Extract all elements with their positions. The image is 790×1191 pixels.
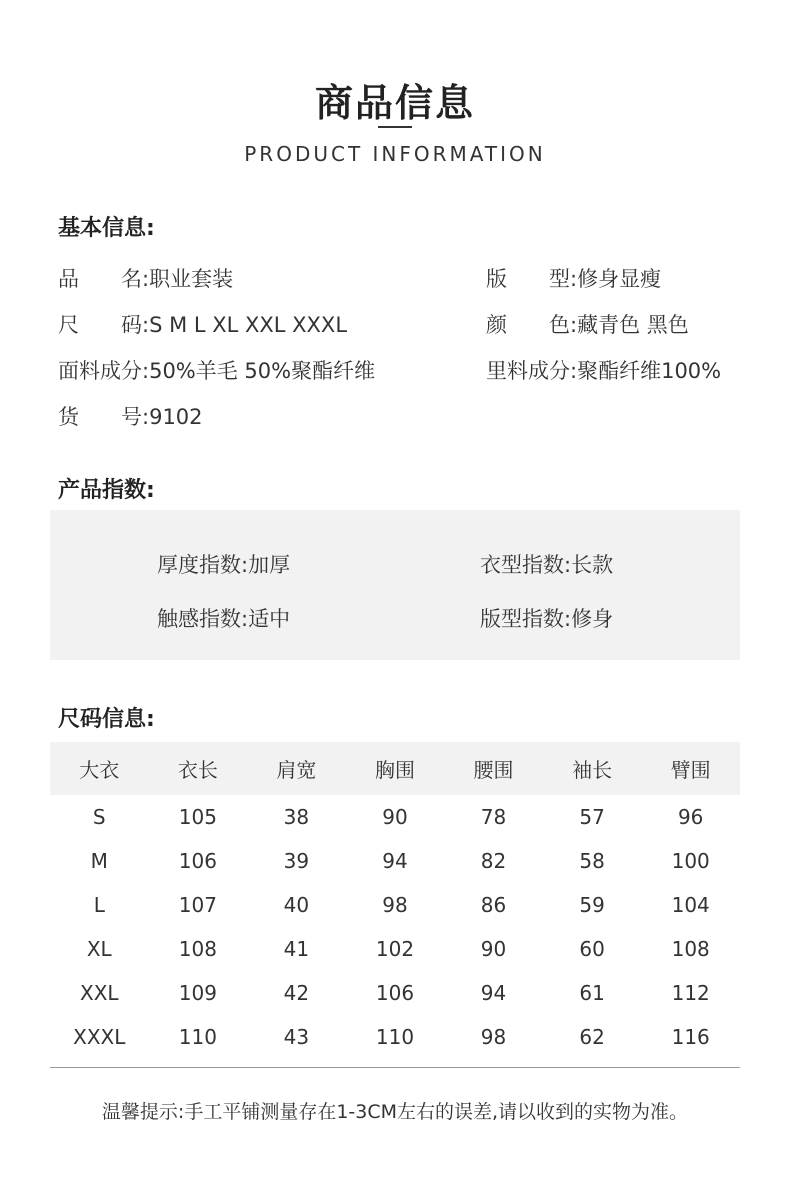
info-value: 50%羊毛 50%聚酯纤维: [149, 359, 376, 383]
basic-info-heading: 基本信息:: [58, 216, 155, 241]
table-cell: 105: [178, 805, 217, 829]
info-value: 聚酯纤维100%: [577, 359, 722, 383]
index-label: 厚度指数:: [157, 553, 249, 577]
page-title: 商品信息: [314, 81, 475, 125]
table-cell: 82: [480, 849, 507, 873]
table-row: [50, 971, 740, 1015]
title-underline: [378, 126, 412, 128]
table-cell: 98: [480, 1025, 507, 1049]
table-cell: 107: [178, 893, 217, 917]
table-cell: 109: [178, 981, 217, 1005]
table-cell: 106: [178, 849, 217, 873]
table-cell: 86: [480, 893, 507, 917]
table-cell: 43: [283, 1025, 310, 1049]
index-value: 加厚: [248, 553, 291, 577]
column-header: 臂围: [641, 742, 740, 795]
product-index-panel: [50, 510, 740, 660]
table-cell: L: [93, 893, 105, 917]
table-cell: XL: [86, 937, 112, 961]
index-item-touch: [157, 603, 290, 633]
index-item-thickness: [157, 549, 290, 579]
table-cell: XXL: [80, 981, 119, 1005]
table-cell: 94: [480, 981, 507, 1005]
measurement-note: 温馨提示:手工平铺测量存在1-3CM左右的误差,请以收到的实物为准。: [101, 1101, 689, 1123]
table-cell: 42: [283, 981, 310, 1005]
column-header: 腰围: [444, 742, 543, 795]
column-header: 胸围: [346, 742, 445, 795]
info-label: 版 型:: [486, 267, 578, 291]
table-cell: 62: [579, 1025, 605, 1049]
index-value: 长款: [571, 553, 614, 577]
page-subtitle: PRODUCT INFORMATION: [244, 142, 546, 166]
table-cell: 102: [375, 937, 415, 961]
info-item-fit: [486, 263, 661, 293]
index-label: 版型指数:: [480, 607, 572, 631]
info-item-name: [58, 263, 233, 293]
info-label: 颜 色:: [486, 313, 578, 337]
info-item-article-no: [58, 401, 203, 431]
size-table-header-row: [50, 742, 740, 795]
info-value: 职业套装: [149, 267, 234, 291]
size-info-heading: 尺码信息:: [58, 707, 155, 732]
table-cell: 104: [671, 893, 710, 917]
info-item-color: [486, 309, 689, 339]
table-cell: 90: [382, 805, 408, 829]
info-label: 里料成分:: [486, 359, 578, 383]
column-header: 袖长: [543, 742, 642, 795]
table-cell: 106: [375, 981, 415, 1005]
table-row: [50, 795, 740, 839]
index-label: 触感指数:: [157, 607, 249, 631]
table-cell: 116: [671, 1025, 710, 1049]
info-item-size: [58, 309, 347, 339]
table-cell: XXXL: [73, 1025, 126, 1049]
index-item-fit: [480, 603, 613, 633]
column-header: 衣长: [149, 742, 248, 795]
table-cell: 110: [375, 1025, 415, 1049]
table-cell: 100: [671, 849, 710, 873]
footer-divider: [50, 1067, 740, 1068]
table-cell: 59: [579, 893, 605, 917]
info-value: 9102: [149, 405, 203, 429]
table-cell: 98: [382, 893, 408, 917]
table-cell: 39: [283, 849, 310, 873]
index-value: 适中: [248, 607, 291, 631]
column-header: 肩宽: [247, 742, 346, 795]
info-label: 货 号:: [58, 405, 150, 429]
info-label: 面料成分:: [58, 359, 150, 383]
table-cell: S: [92, 805, 106, 829]
table-cell: 112: [671, 981, 710, 1005]
table-row: [50, 839, 740, 883]
table-row: [50, 927, 740, 971]
table-cell: 40: [283, 893, 310, 917]
index-value: 修身: [571, 607, 614, 631]
table-cell: M: [90, 849, 108, 873]
info-value: 藏青色 黑色: [577, 313, 689, 337]
info-value: 修身显瘦: [577, 267, 662, 291]
table-cell: 38: [283, 805, 310, 829]
table-row: [50, 883, 740, 927]
info-label: 尺 码:: [58, 313, 150, 337]
table-cell: 78: [480, 805, 507, 829]
info-item-lining: [486, 355, 721, 385]
table-cell: 90: [480, 937, 507, 961]
size-table: [50, 742, 740, 1059]
table-row: [50, 1015, 740, 1059]
info-item-fabric: [58, 355, 375, 385]
index-label: 衣型指数:: [480, 553, 572, 577]
table-cell: 110: [178, 1025, 217, 1049]
column-header: 大衣: [50, 742, 149, 795]
table-cell: 41: [283, 937, 310, 961]
table-cell: 58: [579, 849, 605, 873]
table-cell: 61: [579, 981, 605, 1005]
table-cell: 96: [677, 805, 704, 829]
table-cell: 108: [178, 937, 217, 961]
table-cell: 60: [579, 937, 605, 961]
table-cell: 57: [579, 805, 605, 829]
info-label: 品 名:: [58, 267, 150, 291]
info-value: S M L XL XXL XXXL: [149, 313, 348, 337]
index-item-length: [480, 549, 613, 579]
table-cell: 108: [671, 937, 710, 961]
table-cell: 94: [382, 849, 408, 873]
product-index-heading: 产品指数:: [58, 478, 155, 503]
